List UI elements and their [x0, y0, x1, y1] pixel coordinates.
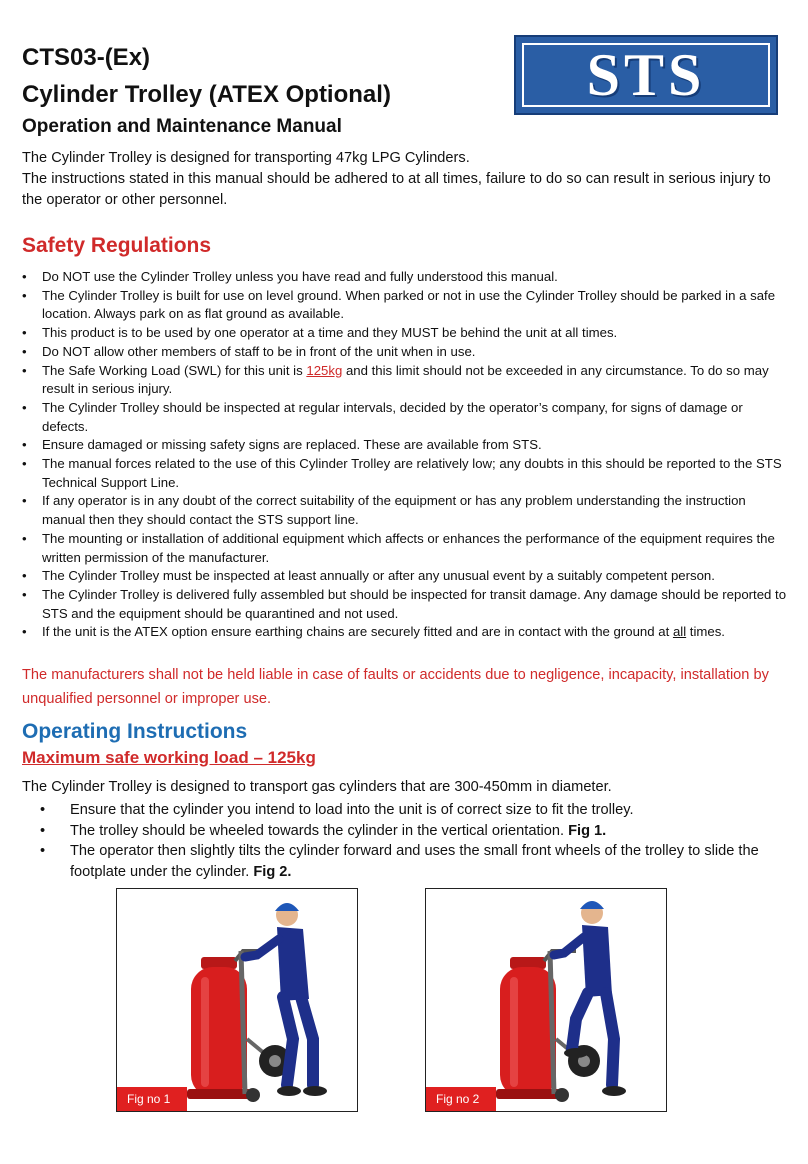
step-text: The operator then slightly tilts the cylinder forward and uses the small front wheels of the trolley to slide the footplate under the cylinder. [70, 843, 759, 880]
safety-item: • Ensure damaged or missing safety signs are replaced. These are available from STS. [22, 436, 792, 455]
figure-2-label: Fig no 2 [426, 1087, 496, 1111]
figure-ref: Fig 1. [568, 822, 607, 839]
figure-1 [116, 888, 358, 1112]
safety-heading: Safety Regulations [22, 234, 212, 257]
operating-step [40, 821, 760, 842]
safety-item: • The Cylinder Trolley is delivered fully assembled but should be inspected for transit damage. Any damage should be reported to STS and the equipment should be quarantined and not used. [22, 586, 792, 623]
document-code: CTS03-(Ex) [22, 44, 151, 71]
atex-text-after: times. [686, 624, 725, 640]
hard-hat [580, 901, 604, 909]
figure-1-illustration [117, 889, 357, 1111]
operating-intro: The Cylinder Trolley is designed to transport gas cylinders that are 300-450mm in diameter. [22, 779, 612, 795]
atex-all: all [672, 624, 687, 640]
swl-text-after: and this limit should not be exceeded in any circumstance. To do so may result in serious injury. [42, 362, 769, 397]
safety-item: • Do NOT use the Cylinder Trolley unless you have read and fully understood this manual. [22, 268, 792, 287]
safety-item: • The Cylinder Trolley is built for use on level ground. When parked or not in use the Cylinder Trolley should be parked in a safe location. Always park on as flat ground as available. [22, 287, 792, 324]
operating-steps [40, 800, 760, 882]
gas-cylinder [500, 967, 556, 1097]
figure-1-label: Fig no 1 [117, 1087, 187, 1111]
max-load-heading: Maximum safe working load – 125kg [22, 748, 316, 767]
operating-step [40, 841, 760, 882]
safety-item: • The Cylinder Trolley must be inspected at least annually or after any unusual event by a suitably competent person. [22, 567, 792, 586]
figure-ref: Fig 2. [253, 863, 292, 880]
safety-list [22, 268, 792, 642]
document-title: Cylinder Trolley (ATEX Optional) [22, 81, 391, 108]
safety-item: • The mounting or installation of additional equipment which affects or enhances the performance of the equipment requires the written permission of the manufacturer. [22, 530, 792, 567]
figure-2 [425, 888, 667, 1112]
sts-logo [514, 35, 778, 115]
logo-text: STS [586, 41, 706, 108]
gas-cylinder [191, 967, 247, 1097]
hard-hat [275, 903, 299, 911]
document-subtitle: Operation and Maintenance Manual [22, 116, 342, 137]
intro-line-1: The Cylinder Trolley is designed for transporting 47kg LPG Cylinders. [22, 150, 470, 166]
safety-item: • This product is to be used by one operator at a time and they MUST be behind the unit at all times. [22, 324, 792, 343]
safety-item: • If any operator is in any doubt of the correct suitability of the equipment or has any problem understanding the instruction manual then they should contact the STS support line. [22, 492, 792, 529]
step-text: The trolley should be wheeled towards the cylinder in the vertical orientation. [70, 822, 569, 839]
liability-disclaimer: The manufacturers shall not be held liable in case of faults or accidents due to negligence, incapacity, installation by unqualified personnel or improper use. [22, 667, 769, 707]
intro-line-2: The instructions stated in this manual should be adhered to at all times, failure to do so can result in serious injury to the operator or other personnel. [22, 171, 771, 208]
operating-step: • Ensure that the cylinder you intend to load into the unit is of correct size to fit the trolley. [40, 800, 760, 821]
safety-item-atex [22, 623, 792, 642]
safety-item: • The manual forces related to the use of this Cylinder Trolley are relatively low; any doubts in this should be reported to the STS Technical Support Line. [22, 455, 792, 492]
safety-item: • Do NOT allow other members of staff to be in front of the unit when in use. [22, 343, 792, 362]
operating-heading: Operating Instructions [22, 720, 248, 743]
atex-text-before: If the unit is the ATEX option ensure earthing chains are securely fitted and are in contact with the ground at [42, 624, 673, 640]
swl-text-before: The Safe Working Load (SWL) for this unit is [42, 362, 307, 378]
swl-value: 125kg [306, 362, 343, 378]
safety-item: • The Cylinder Trolley should be inspected at regular intervals, decided by the operator’s company, for signs of damage or defects. [22, 399, 792, 436]
figure-2-illustration [426, 889, 666, 1111]
safety-item-swl [22, 362, 792, 399]
